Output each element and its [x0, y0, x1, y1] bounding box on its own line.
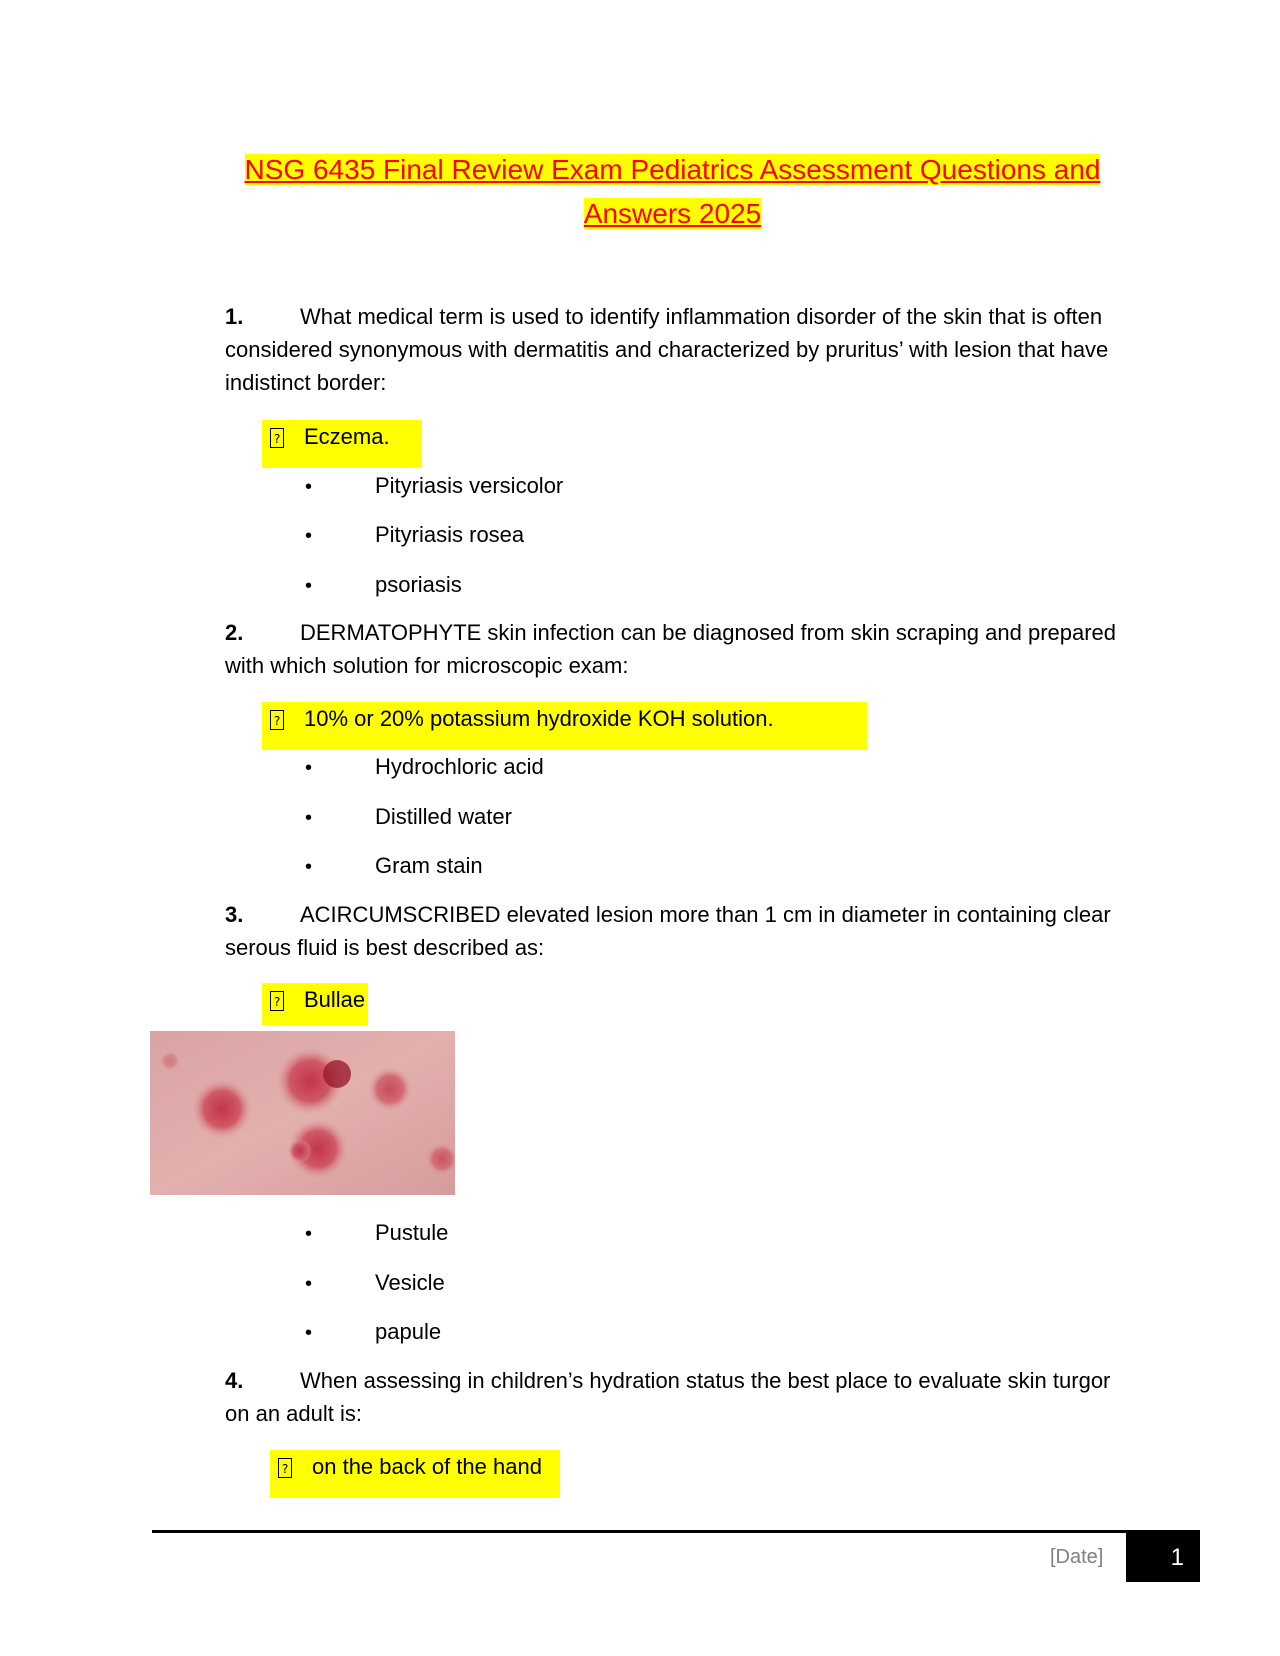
- question-number: 3.: [225, 902, 244, 927]
- answer-highlight-3: [262, 983, 368, 1025]
- question-number: 4.: [225, 1368, 244, 1393]
- bullet-icon: •: [305, 525, 313, 547]
- answer-marker-icon: ?: [278, 1458, 292, 1478]
- bullet-icon: •: [305, 476, 313, 498]
- bullet-icon: •: [305, 807, 313, 829]
- bullet-icon: •: [305, 1223, 313, 1245]
- answer-text: on the back of the hand: [312, 1454, 542, 1479]
- answer-highlight-4: [270, 1450, 560, 1498]
- question-4: [225, 1364, 1130, 1430]
- option-3c: [305, 1317, 441, 1348]
- option-text: Pustule: [375, 1220, 449, 1245]
- question-number: 1.: [225, 304, 244, 329]
- bullet-icon: •: [305, 757, 313, 779]
- option-text: Vesicle: [375, 1270, 445, 1295]
- question-text: DERMATOPHYTE skin infection can be diagnosed from skin scraping and prepared with which solution for microscopic exam:: [225, 620, 1117, 678]
- answer-marker-icon: ?: [270, 991, 284, 1011]
- question-3: [225, 898, 1130, 964]
- answer-highlight-2: [262, 702, 867, 750]
- option-text: papule: [375, 1319, 442, 1344]
- option-1b: [305, 520, 524, 551]
- page-number: 1: [1126, 1530, 1200, 1582]
- option-text: Gram stain: [375, 853, 483, 878]
- option-text: Distilled water: [375, 804, 512, 829]
- question-2: [225, 616, 1130, 682]
- bullet-icon: •: [305, 1322, 313, 1344]
- question-number: 2.: [225, 620, 244, 645]
- footer-divider: [152, 1530, 1200, 1533]
- option-2b: [305, 802, 512, 833]
- bullae-skin-photo: [150, 1031, 455, 1195]
- option-2a: [305, 752, 544, 783]
- answer-text: Eczema.: [304, 424, 390, 449]
- answer-highlight-1: [262, 420, 422, 468]
- document-title: [220, 148, 1125, 236]
- bullet-icon: •: [305, 575, 313, 597]
- answer-text: Bullae: [304, 987, 366, 1012]
- option-text: Pityriasis rosea: [375, 522, 525, 547]
- option-1c: [305, 570, 462, 601]
- option-1a: [305, 471, 563, 502]
- bullet-icon: •: [305, 1273, 313, 1295]
- bullet-icon: •: [305, 856, 313, 878]
- answer-text: 10% or 20% potassium hydroxide KOH solution.: [304, 706, 774, 731]
- option-text: Pityriasis versicolor: [375, 473, 564, 498]
- question-text: ACIRCUMSCRIBED elevated lesion more than 1 cm in diameter in containing clear serous fluid is best described as:: [225, 902, 1111, 960]
- option-text: psoriasis: [375, 572, 462, 597]
- title-text: NSG 6435 Final Review Exam Pediatrics Assessment Questions and Answers 2025: [244, 154, 1101, 229]
- question-1: [225, 300, 1130, 399]
- option-2c: [305, 851, 483, 882]
- question-text: What medical term is used to identify inflammation disorder of the skin that is often considered synonymous with dermatitis and characterized by pruritus’ with lesion that have indistinct border:: [225, 304, 1109, 395]
- option-3b: [305, 1268, 445, 1299]
- answer-marker-icon: ?: [270, 710, 284, 730]
- answer-marker-icon: ?: [270, 428, 284, 448]
- option-text: Hydrochloric acid: [375, 754, 544, 779]
- footer-date: [Date]: [1050, 1546, 1104, 1568]
- question-text: When assessing in children’s hydration status the best place to evaluate skin turgor on an adult is:: [225, 1368, 1111, 1426]
- option-3a: [305, 1218, 448, 1249]
